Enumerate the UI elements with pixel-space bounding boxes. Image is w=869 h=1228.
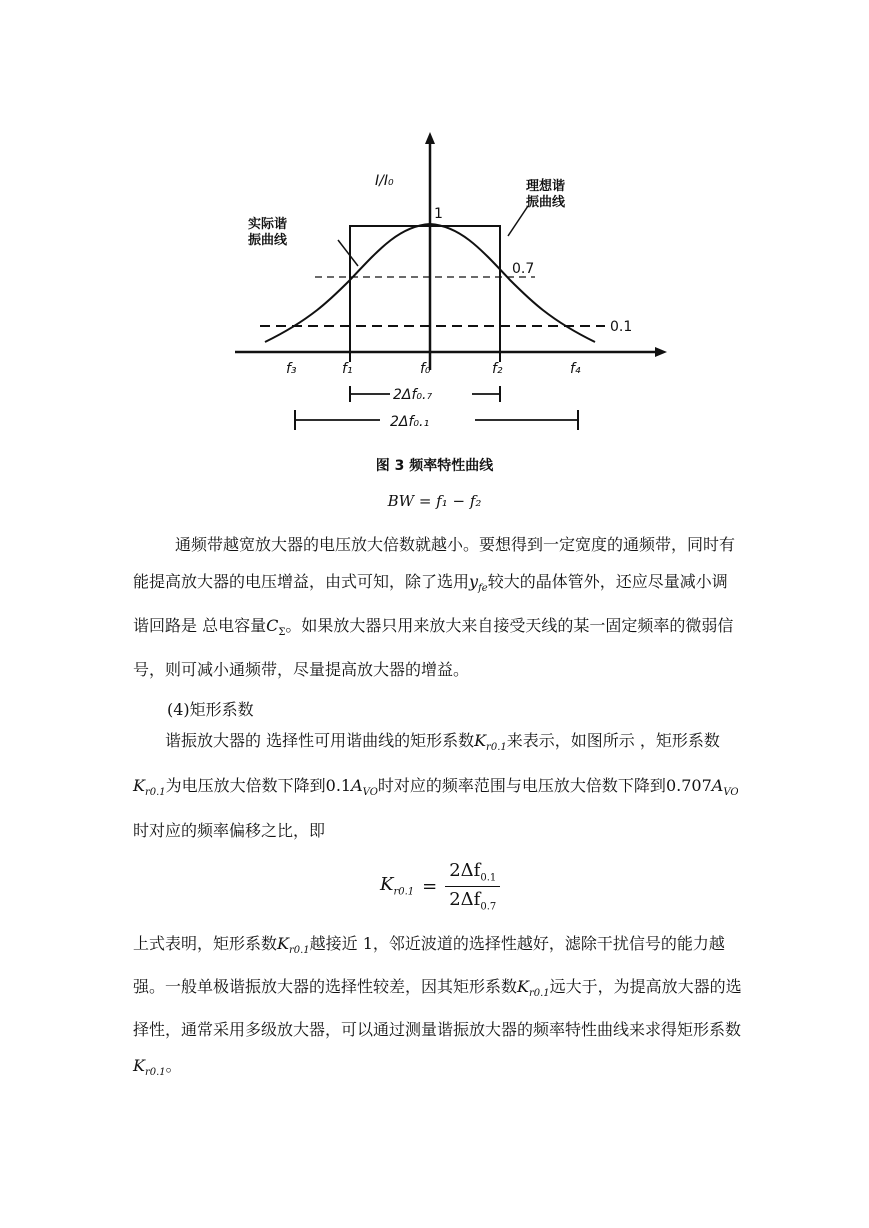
tick-f4: f₄ xyxy=(570,361,581,377)
y-axis-arrow xyxy=(425,132,435,144)
tick-f2: f₂ xyxy=(492,361,503,377)
peak-label: 1 xyxy=(434,206,443,222)
level-07-label: 0.7 xyxy=(512,261,535,277)
ideal-curve xyxy=(350,226,500,352)
paragraph-bandwidth: 通频带越宽放大器的电压放大倍数就越小。要想得到一定宽度的通频带，同时有能提高放大器的电压增益，由式可知，除了选用$y_{fe}$较大的晶体管外，还应尽量减小调谐回路是 总电容量$C_\Sigma$。如果放大器只用来放大来自接受天线的某一固定频率的微弱信号，则可减小通频带，尽量提高放大器的增益。 xyxy=(133,535,736,680)
bandwidth-formula: BW = f₁ − f₂ xyxy=(387,492,482,510)
ideal-curve-label-1: 理想谐 xyxy=(526,179,566,194)
frequency-response-diagram xyxy=(230,130,670,440)
fraction: $\frac{2\Delta f_{0.1}}{2\Delta f_{0.7}}$ xyxy=(445,860,500,912)
section-heading: (4)矩形系数 xyxy=(167,700,254,719)
y-axis-label: I/I₀ xyxy=(375,173,394,189)
x-axis-arrow xyxy=(655,347,667,357)
tick-f1: f₁ xyxy=(342,361,353,377)
level-01-label: 0.1 xyxy=(610,319,633,335)
bw07-label: 2Δf₀.₇ xyxy=(393,387,433,403)
rect-factor-formula: $K_{r0.1}$ = $\frac{2\Delta f_{0.1}}{2\Delta f_{0.7}}$ xyxy=(380,860,500,912)
ideal-curve-label-2: 振曲线 xyxy=(526,195,566,210)
paragraph-conclusion: 上式表明，矩形系数$K_{r0.1}$越接近 1，邻近波道的选择性越好，滤除干扰信号的能力越强。一般单极谐振放大器的选择性较差，因其矩形系数$K_{r0.1}$远大于，为提高放大器的选择性，通常采用多级放大器，可以通过测量谐振放大器的频率特性曲线来求得矩形系数$K_{r0.1}$。 xyxy=(133,934,742,1079)
actual-curve-label-1: 实际谐 xyxy=(248,217,288,232)
tick-f3: f₃ xyxy=(286,361,297,377)
figure-caption: 图 3 频率特性曲线 xyxy=(375,458,494,474)
paragraph-rect-factor: 谐振放大器的 选择性可用谐曲线的矩形系数$K_{r0.1}$来表示，如图所示 ，矩形系数$K_{r0.1}$为电压放大倍数下降到$0.1A_{VO}$时对应的频率范围与电压放大倍数下降到$0.707A_{VO}$时对应的频率偏移之比，即 xyxy=(133,731,739,841)
tick-f0: f₀ xyxy=(420,361,431,377)
bw01-label: 2Δf₀.₁ xyxy=(390,414,430,430)
frequency-response-figure xyxy=(230,130,670,440)
actual-curve-label-2: 振曲线 xyxy=(248,233,288,248)
